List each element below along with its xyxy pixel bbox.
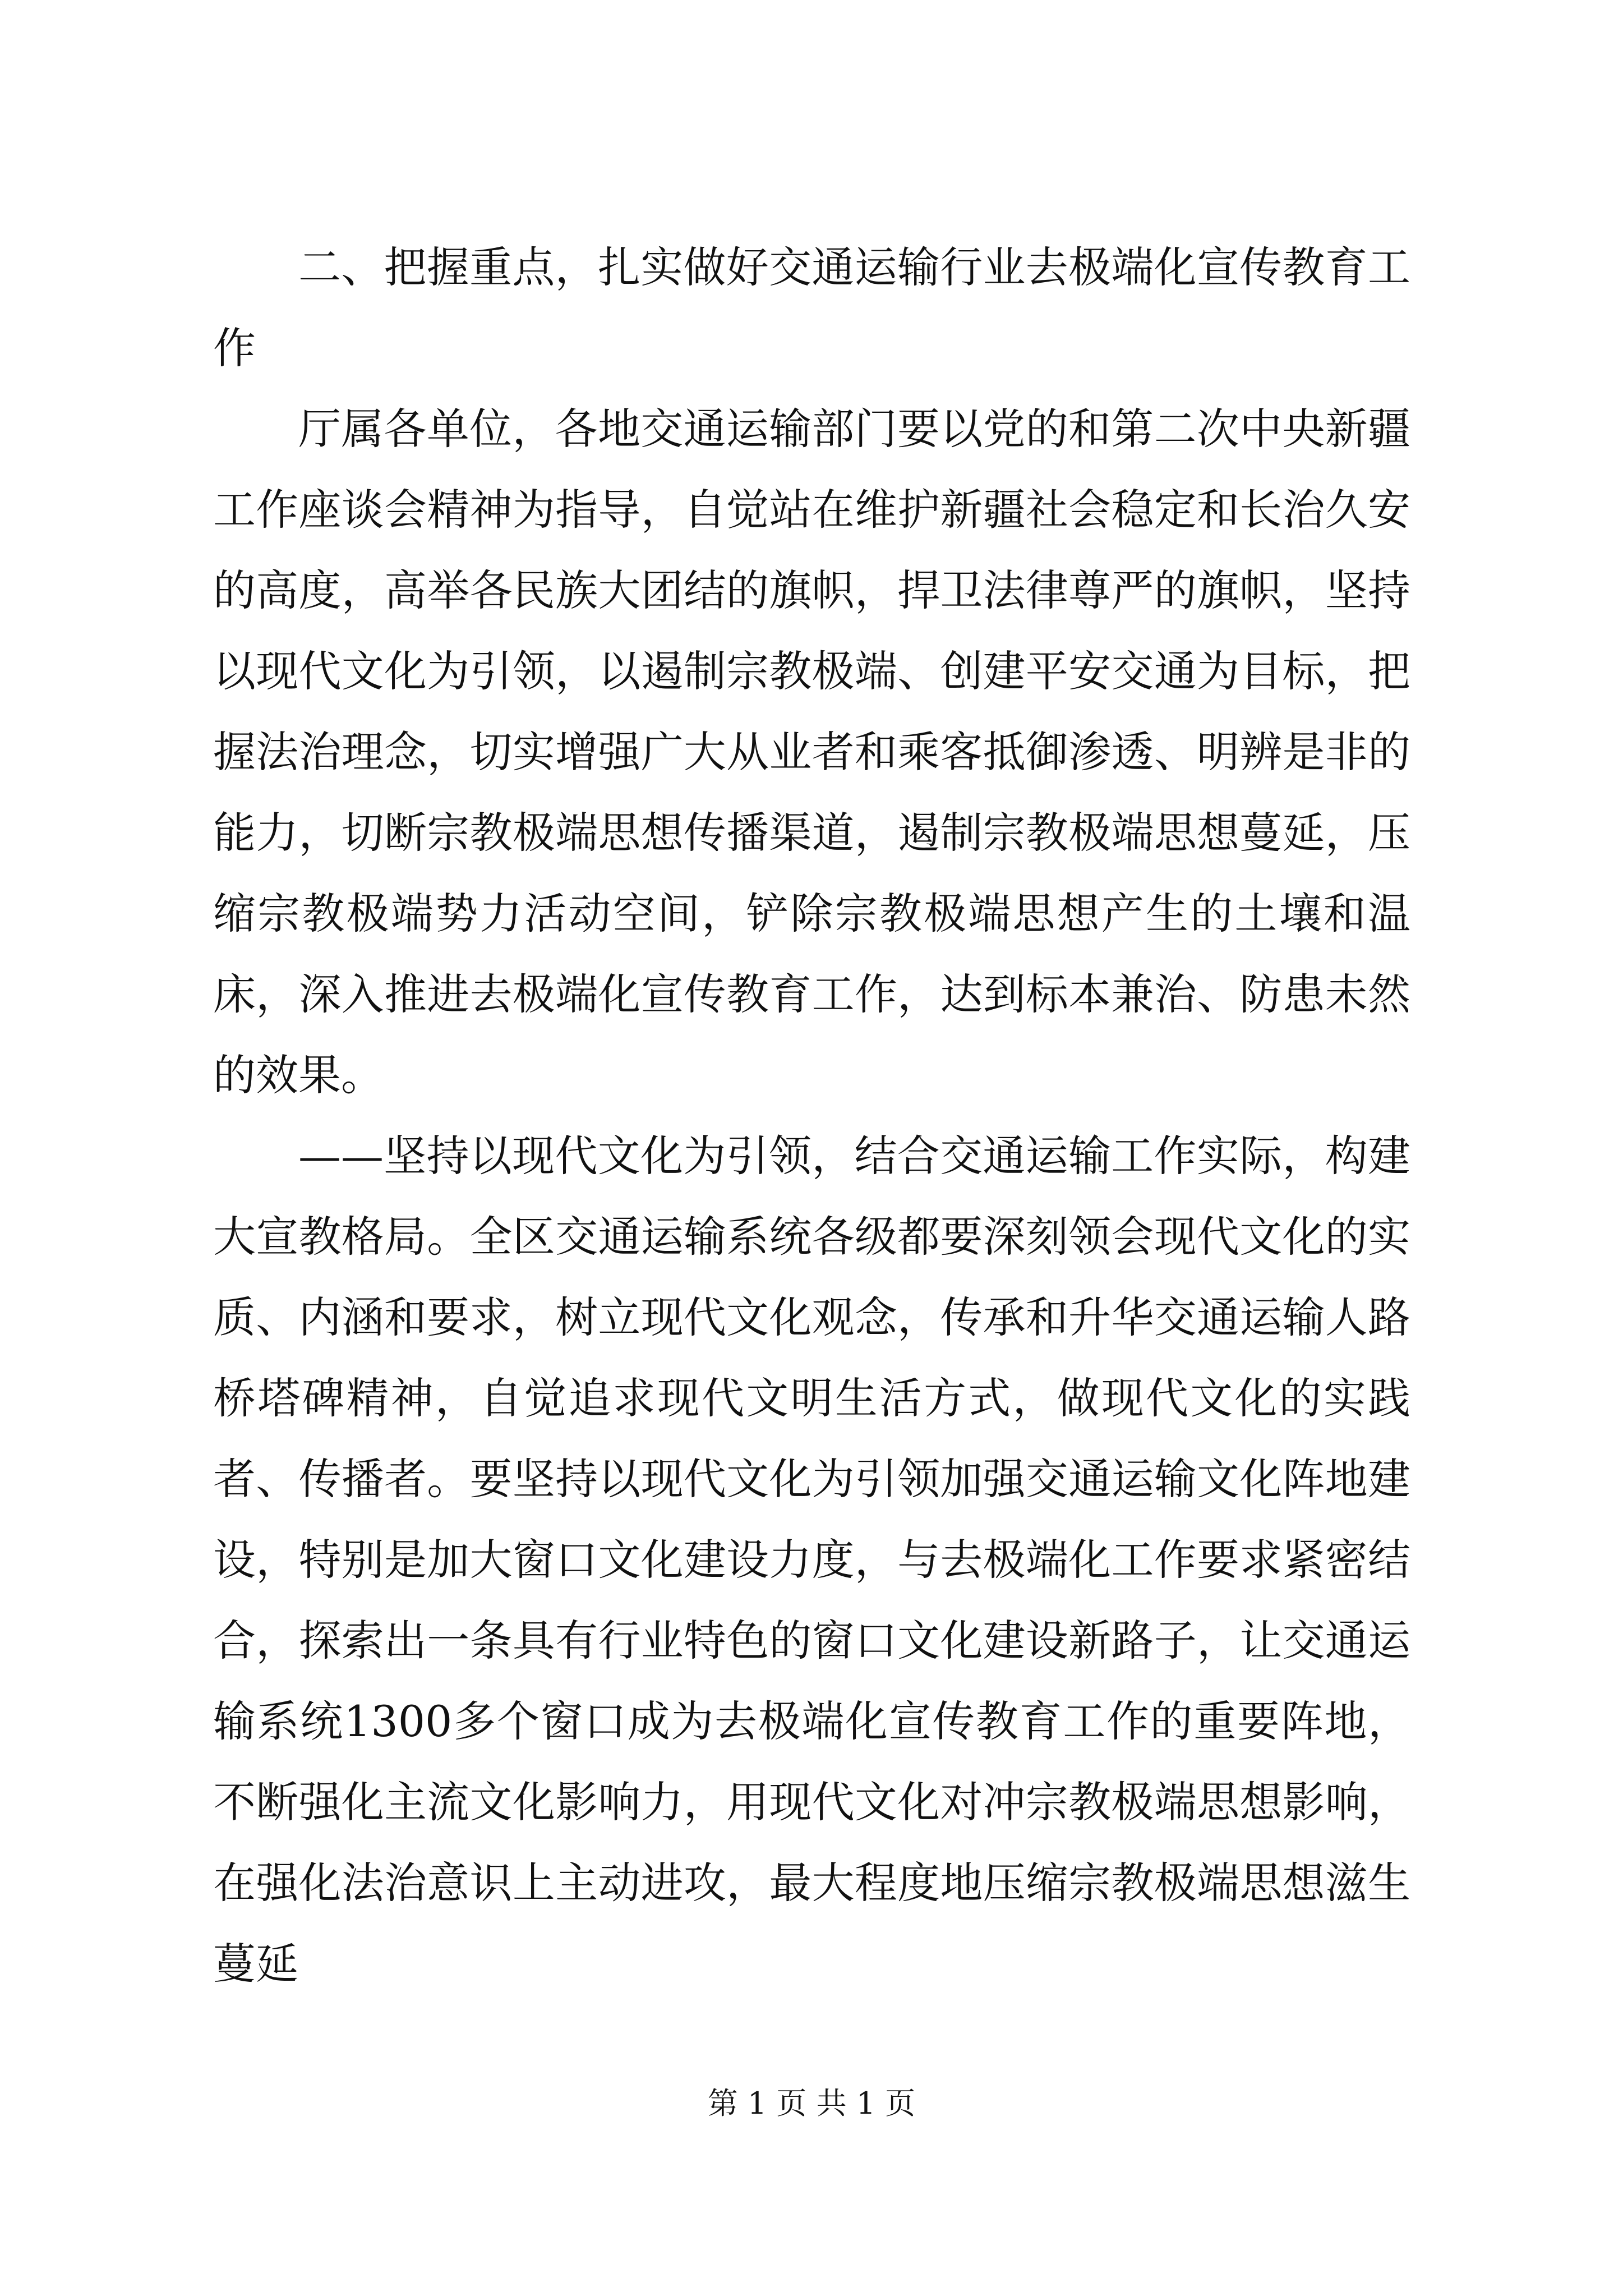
section-heading: 二、把握重点，扎实做好交通运输行业去极端化宣传教育工作 (213, 242, 1410, 373)
page-number-footer: 第 1 页 共 1 页 (707, 2086, 916, 2121)
body-paragraph: 厅属各单位，各地交通运输部门要以党的和第二次中央新疆工作座谈会精神为指导，自觉站在维护新疆社会稳定和长治久安的高度，高举各民族大团结的旗帜，捍卫法律尊严的旗帜，坚持以现代文化为引领，以遏制宗教极端、创建平安交通为目标，把握法治理念，切实增强广大从业者和乘客抵御渗透、明辨是非的能力，切断宗教极端思想传播渠道，遏制宗教极端思想蔓延，压缩宗教极端势力活动空间，铲除宗教极端思想产生的土壤和温床，深入推进去极端化宣传教育工作，达到标本兼治、防患未然的效果。 (213, 404, 1410, 1100)
body-paragraph: ——坚持以现代文化为引领，结合交通运输工作实际，构建大宣教格局。全区交通运输系统各级都要深刻领会现代文化的实质、内涵和要求，树立现代文化观念，传承和升华交通运输人路桥塔碑精神，自觉追求现代文明生活方式，做现代文化的实践者、传播者。要坚持以现代文化为引领加强交通运输文化阵地建设，特别是加大窗口文化建设力度，与去极端化工作要求紧密结合，探索出一条具有行业特色的窗口文化建设新路子，让交通运输系统1300多个窗口成为去极端化宣传教育工作的重要阵地，不断强化主流文化影响力，用现代文化对冲宗教极端思想影响，在强化法治意识上主动进攻，最大程度地压缩宗教极端思想滋生蔓延 (213, 1131, 1410, 1989)
document-body (213, 227, 1410, 2004)
